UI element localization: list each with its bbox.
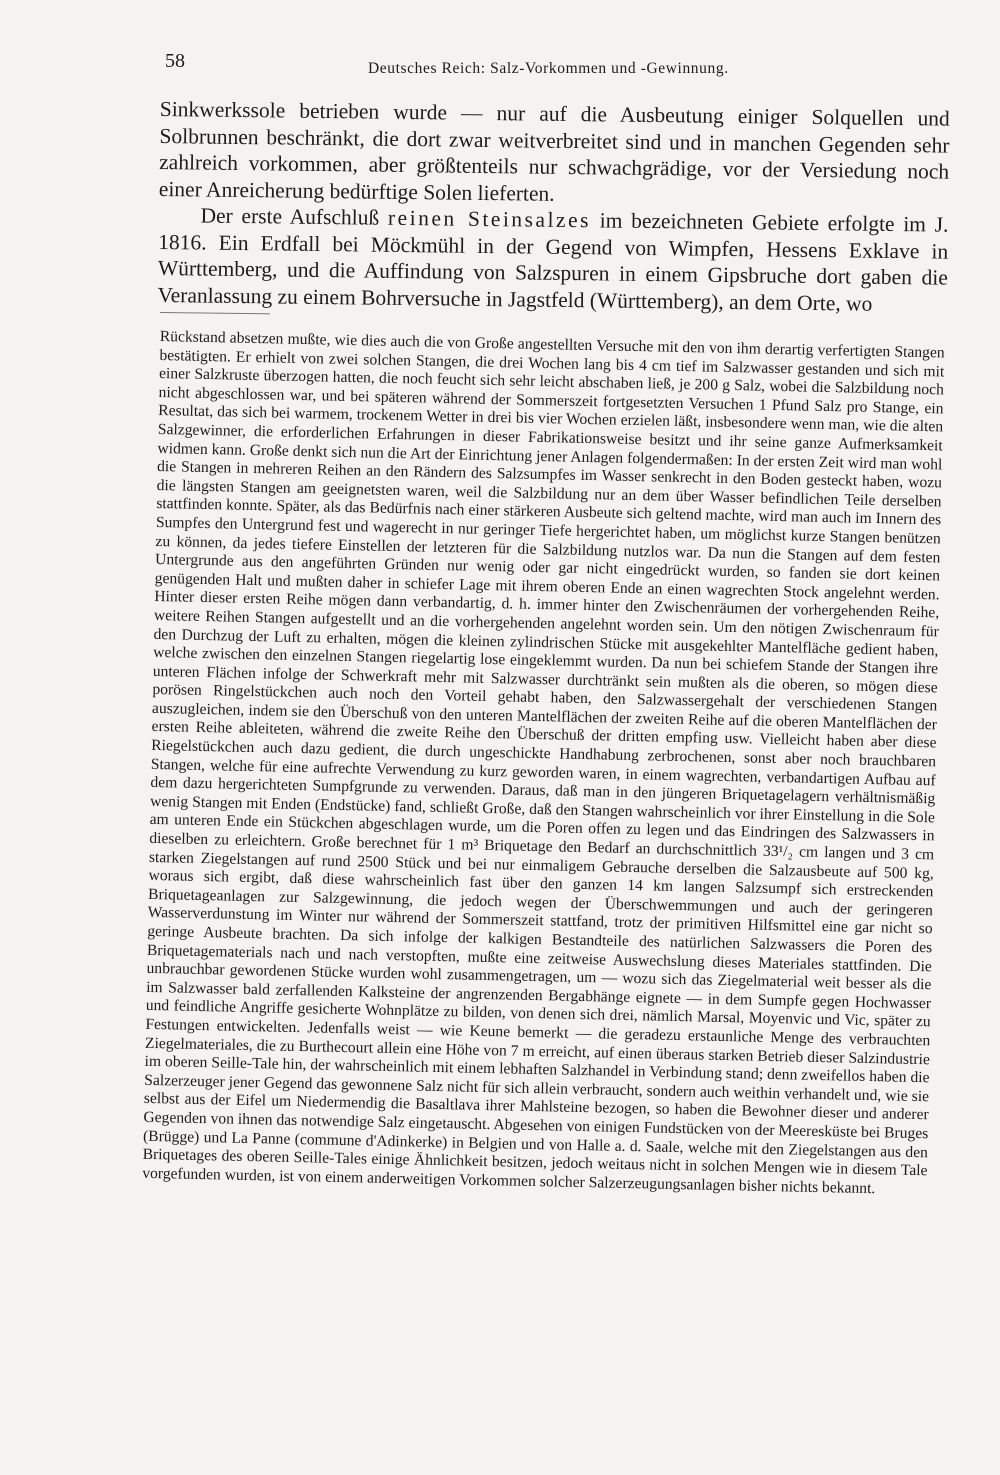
running-head: Deutsches Reich: Salz-Vorkommen und -Gewinnung. — [368, 60, 729, 77]
footnote-text: Rückstand absetzen mußte, wie dies auch die von Große angestellten Versuche mit den von ihm derartig verfertigten Stangen bestätigten. Er erhielt von zwei solchen Stangen, die drei Wochen lang bis 4 cm tief im Salzwasser gestanden und sich mit einer Salzkruste überzogen hatten, die noch feucht sich sehr leicht abschaben ließ, je 200 g Salz, wobei die Salzbildung noch nicht abgeschlossen war, und bei späteren während der Sommerszeit fortgesetzten Versuchen 1 Pfund Salz pro Stange, ein Resultat, das sich bei warmem, trockenem Wetter in drei bis vier Wochen erzielen läßt, insbesondere wenn man, wie die alten Salzgewinner, die erforderlichen Erfahrungen in dieser Fabrikationsweise besitzt und ihr seine ganze Aufmerksamkeit widmen kann. Große denkt sich nun die Art der Einrichtung jener Anlagen folgendermaßen: In der ersten Zeit wird man wohl die Stangen in mehreren Reihen an den Rändern des Salzsumpfes im Wasser senkrecht in den Boden gesteckt haben, wozu die längsten Stangen am geeignetsten waren, weil die Salzbildung nur an dem über Wasser befindlichen Teile derselben stattfinden konnte. Später, als das Bedürfnis nach einer stärkeren Ausbeute sich geltend machte, wird man auch im Innern des Sumpfes den Untergrund fest und wagerecht in nur geringer Tiefe hergerichtet haben, um möglichst kurze Stangen benützen zu können, da jedes tiefere Einstellen der letzteren für die Salzbildung nutzlos war. Da nun die Stangen auf dem festen Untergrunde aus den angeführten Gründen nur wenig oder gar nicht eingedrückt wurden, so fanden sie dort keinen genügenden Halt und mußten daher in schiefer Lage mit ihrem oberen Ende an einen wagrechten Stock angelehnt werden. Hinter dieser ersten Reihe mögen dann verbandartig, d. h. immer hinter den Zwischenräumen der vorhergehenden Reihe, weitere Reihen Stangen aufgestellt und an die vorhergehenden angelehnt worden sein. Um den nötigen Zwischenraum für den Durchzug der Luft zu erhalten, mögen die kleinen zylindrischen Stücke mit ausgekehlter Mantelfläche gedient haben, welche zwischen den einzelnen Stangen riegelartig lose eingeklemmt wurden. Da nun bei schiefem Stande der Stangen ihre unteren Flächen infolge der Schwerkraft mehr mit Salzwasser durchtränkt sein mußten als die oberen, so mögen diese porösen Ringelstückchen auch noch den Vorteil gehabt haben, den Salzwassergehalt der verschiedenen Stangen auszugleichen, indem sie den Überschuß von den unteren Mantelflächen der zweiten Reihe auf die oberen Mantelflächen der ersten Reihe ableiteten, während die zweite Reihe den Überschuß der dritten empfing usw. Vielleicht haben aber diese Riegelstückchen auch dazu gedient, die durch ungeschickte Handhabung zerbrochenen, sonst aber noch brauchbaren Stangen, welche für eine aufrechte Verwendung zu kurz geworden waren, in einem wagrechten, verbandartigen Aufbau auf dem dazu hergerichteten Sumpfgrunde zu verwenden. Daraus, daß man in den jüngeren Briquetagelagern verhältnismäßig wenig Stangen mit Enden (Endstücke) fand, schließt Große, daß den Stangen wahrscheinlich vor ihrer Einstellung in die Sole am unteren Ende ein Stückchen abgeschlagen wurde, um die Poren offen zu legen und das Eindringen des Salzwassers in dieselben zu erleichtern. Große berechnet für 1 m³ Briquetage den Bedarf an durchschnittlich 33¹/₂ cm langen und 3 cm starken Ziegelstangen auf rund 2500 Stück und bei nur einmaligem Gebrauche derselben die Salzausbeute auf 500 kg, woraus sich ergibt, daß diese wahrscheinlich fast über den ganzen 14 km langen Salzsumpf sich erstreckenden Briquetageanlagen zur Salzgewinnung, die jedoch wegen der Überschwemmungen und auch der geringeren Wasserverdunstung im Winter nur während der Sommerszeit stattfand, trotz der primitiven Hilfsmittel eine gar nicht so geringe Ausbeute brachten. Da sich infolge der kalkigen Bestandteile des natürlichen Salzwassers die Poren des Briquetagematerials nach und nach verstopften, mußte eine zeitweise Auswechslung dieses Materiales stattfinden. Die unbrauchbar gewordenen Stücke wurden wohl zusammengetragen, um — wozu sich das Ziegelmaterial weit besser als die im Salzwasser bald zerfallenden Kalksteine der angrenzenden Bergabhänge eignete — in dem Sumpfe gegen Hochwasser und feindliche Angriffe gesicherte Wohnplätze zu bilden, von denen sich drei, nämlich Marsal, Moyenvic und Vic, später zu Festungen entwickelten. Jedenfalls weist — wie Keune bemerkt — die geradezu erstaunliche Menge des verbrauchten Ziegelmateriales, die zu Burthecourt allein eine Höhe von 7 m erreicht, auf einen überaus starken Betrieb dieser Salzindustrie im oberen Seille-Tale hin, der wahrscheinlich mit einem lebhaften Salzhandel in Verbindung stand; denn zweifellos haben die Salzerzeuger jener Gegend das gewonnene Salz nicht für sich allein verbraucht, sondern auch weithin verhandelt und, wie sie selbst aus der Eifel um Niedermendig die Basaltlava ihrer Mahlsteine bezogen, so haben die Bewohner dieser und anderer Gegenden von ihnen das notwendige Salz eingetauscht. Abgesehen von einigen Fundstücken von der Meeresküste bei Bruges (Brügge) und La Panne (commune d'Adinkerke) in Belgien und von Halle a. d. Saale, welche mit den Ziegelstangen aus den Briquetages des oberen Seille-Tales einige Ähnlichkeit besitzen, jedoch weitaus nicht in solchen Mengen wie in diesem Tale vorgefunden wurden, ist von einem anderweitigen Vorkommen solcher Salzerzeugungsanlagen bisher nichts bekannt. — [142, 328, 945, 1197]
spaced-emphasis: reinen Steinsalzes — [387, 205, 592, 233]
paragraph-2-rest: im bezeichneten Gebiete erfolgte im J. 1816. Ein Erdfall bei Möckmühl in der Gegend von Wimpfen, Hessens Exklave in Württemberg, und die Auffindung von Salzspuren in einem Gipsbruche dort gaben die Veranlassung zu einem Bohrversuche in Jagstfeld (Württemberg), an dem Orte, wo — [157, 208, 949, 316]
footnote — [142, 328, 945, 1200]
main-paragraph-2 — [157, 202, 948, 318]
page-number: 58 — [165, 50, 185, 72]
footnote-separator — [160, 312, 270, 314]
paragraph-2-lead: Der erste Aufschluß — [200, 203, 389, 230]
page-header — [165, 50, 955, 80]
main-text — [157, 96, 950, 318]
main-paragraph-1: Sinkwerkssole betrieben wurde — nur auf die Ausbeutung einiger Solquellen und Solbrunnen beschränkt, die dort zwar weitverbreitet sind und in manchen Gegenden sehr zahlreich vorkommen, aber größtenteils nur schwachgrädige, vor der Versiedung noch einer Anreicherung bedürftige Solen lieferten. — [158, 96, 950, 206]
